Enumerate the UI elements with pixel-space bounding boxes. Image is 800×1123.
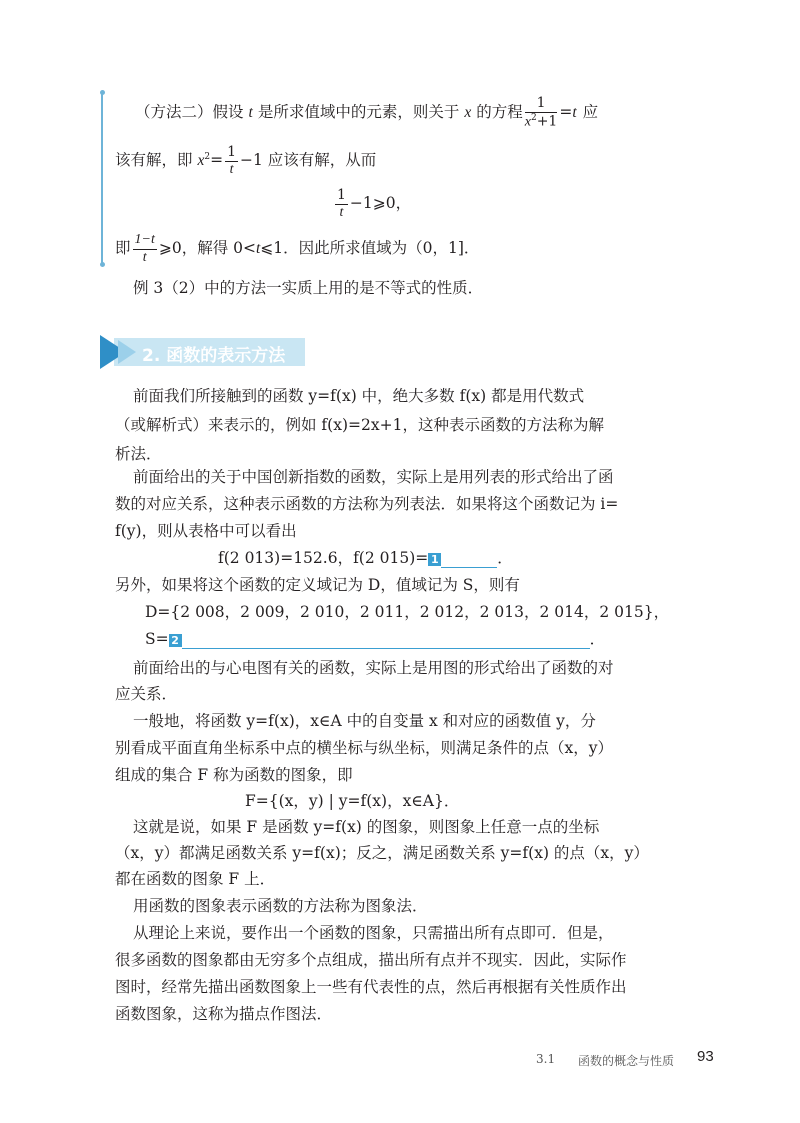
p5-line3: 组成的集合 F 称为函数的图象，即: [115, 766, 353, 784]
p4-line2: 应关系．: [115, 685, 178, 703]
method2-line2: 该有解，即 $x^2=$ $\frac{1}{t}$ −1 应该有解，从而: [115, 144, 377, 177]
fraction-1-over-t: $\frac{1}{t}$: [227, 144, 236, 177]
p8-line2: 很多函数的图象都由无穷多个点组成，描出所有点并不现实．因此，实际作: [115, 951, 627, 969]
sidebar-rule: [101, 92, 103, 264]
p5-line1: 一般地，将函数 y=f(x)，x∈A 中的自变量 x 和对应的函数值 y，分: [133, 712, 596, 730]
p6-line3: 都在函数的图象 F 上．: [115, 870, 276, 888]
p8-line3: 图时，经常先描出函数图象上一些有代表性的点，然后再根据有关性质作出: [115, 978, 627, 996]
p8-line1: 从理论上来说，要作出一个函数的图象，只需描出所有点即可．但是，: [133, 924, 614, 942]
p3-line1: 另外，如果将这个函数的定义域记为 D，值域记为 S，则有: [115, 576, 520, 594]
example-note: 例 3（2）中的方法一实质上用的是不等式的性质．: [133, 279, 484, 297]
p6-line2: （x，y）都满足函数关系 y=f(x)；反之，满足函数关系 y=f(x) 的点（x，y）: [115, 844, 649, 862]
blank-2-line[interactable]: [182, 634, 590, 649]
section-banner: [100, 335, 305, 369]
graph-set-equation: F={(x，y) | y=f(x)，x∈A}．: [245, 792, 460, 810]
footer-section-title: 函数的概念与性质: [578, 1054, 675, 1068]
sidebar-dot-top: [100, 90, 105, 95]
method2-conclusion: 即 $\frac{1-t}{t}$ ⩾0，解得 0<t⩽1．因此所求值域为（0，1]．: [115, 232, 480, 265]
range-set: S= 2 ．: [145, 630, 606, 648]
section-title: 2. 函数的表示方法: [142, 346, 286, 366]
method2-line1: （方法二）假设 t 是所求值域中的元素，则关于 x 的方程 $\frac{1}{x^2+1}$ =t 应: [135, 95, 599, 130]
p4-line1: 前面给出的与心电图有关的函数，实际上是用图的形式给出了函数的对: [133, 659, 614, 677]
blank-1-line[interactable]: [441, 553, 497, 568]
p5-line2: 别看成平面直角坐标系中点的横坐标与纵坐标，则满足条件的点（x，y）: [115, 739, 614, 757]
p2-line2: 数的对应关系，这种表示函数的方法称为列表法．如果将这个函数记为 i=: [115, 495, 619, 513]
fraction-1-over-x2-plus-1: $\frac{1}{x^2+1}$: [524, 95, 558, 130]
footer-section-number: 3.1: [536, 1052, 556, 1066]
p1-line2: （或解析式）来表示的，例如 f(x)=2x+1，这种表示函数的方法称为解: [115, 416, 604, 434]
p2-equation: f(2 013)=152.6，f(2 015)= 1 ．: [218, 549, 513, 567]
p8-line4: 函数图象，这称为描点作图法．: [115, 1005, 333, 1023]
page-number: 93: [697, 1048, 714, 1065]
sidebar-dot-bottom: [100, 262, 105, 267]
chevron-inner-icon: [118, 340, 136, 364]
method2-inequality: $\frac{1}{t}$ −1⩾0，: [337, 187, 412, 220]
blank-2-marker: 2: [169, 634, 182, 647]
fraction-1-minus-t-over-t: $\frac{1-t}{t}$: [134, 232, 155, 265]
blank-1-marker: 1: [428, 553, 441, 566]
domain-set: D={2 008，2 009，2 010，2 011，2 012，2 013，2 014，2 015}，: [145, 603, 670, 621]
p1-line3: 析法．: [115, 445, 162, 463]
p7: 用函数的图象表示函数的方法称为图象法．: [133, 897, 428, 915]
p2-line3: f(y)，则从表格中可以看出: [115, 522, 297, 540]
p1-line1: 前面我们所接触到的函数 y=f(x) 中，绝大多数 f(x) 都是用代数式: [133, 387, 585, 405]
p2-line1: 前面给出的关于中国创新指数的函数，实际上是用列表的形式给出了函: [133, 468, 614, 486]
p6-line1: 这就是说，如果 F 是函数 y=f(x) 的图象，则图象上任意一点的坐标: [133, 818, 600, 836]
